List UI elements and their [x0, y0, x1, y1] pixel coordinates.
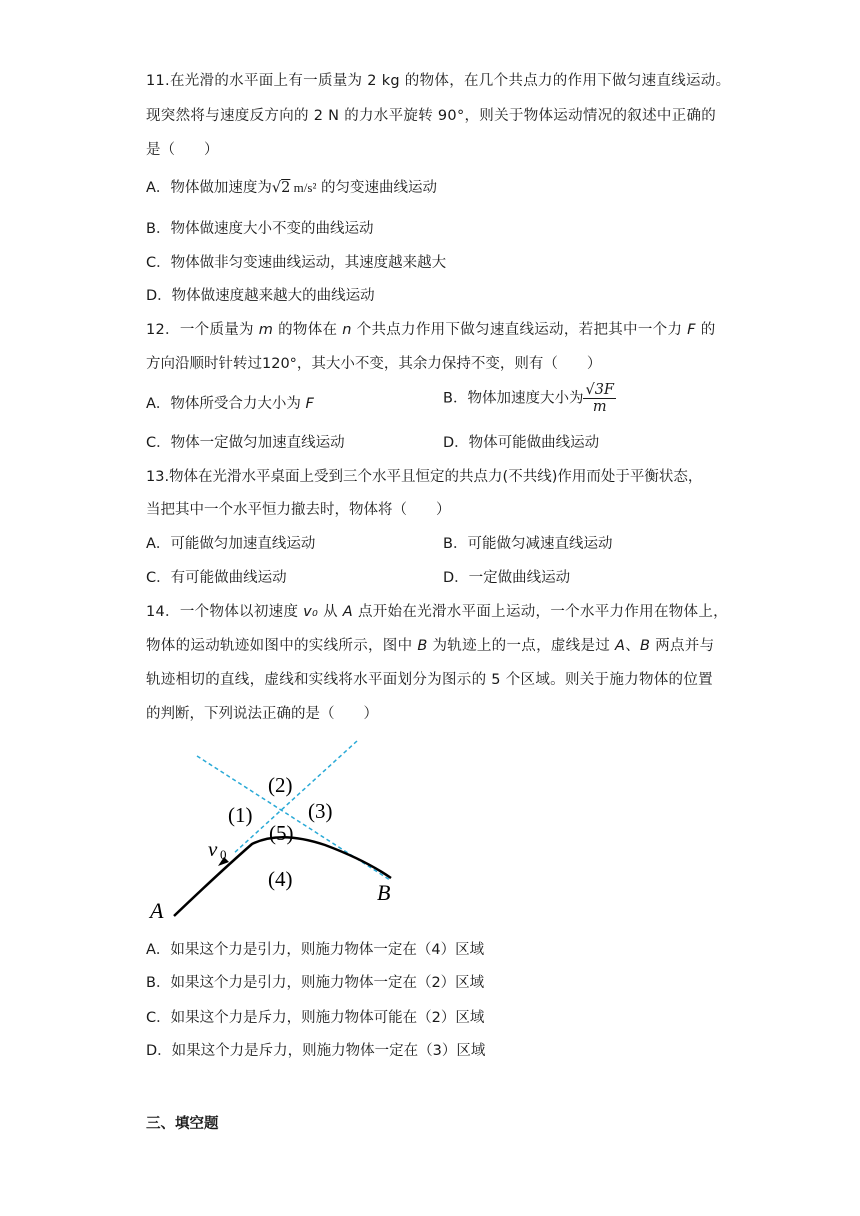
text: 物体的运动轨迹如图中的实线所示，图中: [146, 638, 418, 654]
q11-option-d: D．物体做速度越来越大的曲线运动: [146, 288, 375, 304]
fraction-denominator: m: [592, 399, 607, 415]
q11-option-b: B．物体做速度大小不变的曲线运动: [146, 221, 374, 237]
fraction-numerator: √3F: [585, 382, 614, 398]
var-f: F: [305, 396, 314, 412]
q14-option-d: D．如果这个力是斥力，则施力物体一定在（3）区域: [146, 1043, 486, 1059]
unit: m/s²: [290, 180, 317, 195]
q14-option-a: A．如果这个力是引力，则施力物体一定在（4）区域: [146, 942, 485, 958]
sqrt-radicand: 2: [281, 180, 291, 196]
fraction: [583, 382, 616, 415]
q13-option-b: B．可能做匀减速直线运动: [443, 536, 613, 552]
q12-line1: [146, 320, 716, 340]
text: A．物体所受合力大小为: [146, 396, 306, 412]
text: 个共点力作用下做匀速直线运动，若把其中一个力: [351, 322, 688, 338]
q13-option-a: A．可能做匀加速直线运动: [146, 536, 316, 552]
point-a-label: A: [150, 898, 164, 922]
var-v0: v₀: [303, 604, 319, 620]
q11-option-a-pre: A．物体做加速度为: [146, 180, 272, 196]
q13-option-d: D．一定做曲线运动: [443, 570, 571, 586]
var-m: m: [258, 322, 274, 338]
text: B．物体加速度大小为: [443, 390, 584, 407]
var-a: A: [614, 638, 626, 654]
q11-option-a-post: 的匀变速曲线运动: [316, 180, 437, 196]
var-b: B: [417, 638, 428, 654]
q11-option-c: C．物体做非匀变速曲线运动，其速度越来越大: [146, 255, 447, 271]
q12-option-b: [443, 382, 616, 415]
q12-line2: 方向沿顺时针转过120°，其大小不变，其余力保持不变，则有（ ）: [146, 356, 602, 372]
text: 为轨迹上的一点，虚线是过: [427, 638, 615, 654]
text: 的物体在: [273, 322, 343, 338]
text: 12．一个质量为: [146, 322, 259, 338]
text: 的: [695, 322, 716, 338]
q12-option-d: D．物体可能做曲线运动: [443, 435, 600, 451]
text: 点开始在光滑水平面上运动，一个水平力作用在物体上，: [353, 604, 728, 620]
var-n: n: [342, 322, 352, 338]
q13-line2: 当把其中一个水平恒力撤去时，物体将（ ）: [146, 502, 451, 518]
sqrt-expression: √2: [271, 180, 291, 196]
text: 、: [625, 638, 641, 654]
point-b-label: B: [377, 880, 391, 905]
q14-option-b: B．如果这个力是引力，则施力物体一定在（2）区域: [146, 975, 485, 991]
q11-line2: 现突然将与速度反方向的 2 N 的力水平旋转 90°，则关于物体运动情况的叙述中正确的: [146, 108, 717, 124]
q11-option-a: [146, 178, 437, 198]
q14-option-c: C．如果这个力是斥力，则施力物体可能在（2）区域: [146, 1010, 485, 1026]
q14-line2: [146, 636, 714, 656]
region-3-label: (3): [308, 799, 333, 823]
q11-line1: 11.在光滑的水平面上有一质量为 2 kg 的物体，在几个共点力的作用下做匀速直线运动。: [146, 73, 731, 89]
q13-option-c: C．有可能做曲线运动: [146, 570, 287, 586]
q14-line1: [146, 602, 728, 622]
var-b: B: [640, 638, 651, 654]
q14-line4: 的判断，下列说法正确的是（ ）: [146, 706, 378, 722]
text: 两点并与: [650, 638, 715, 654]
q12-option-c: C．物体一定做匀加速直线运动: [146, 435, 345, 451]
var-a: A: [342, 604, 354, 620]
q12-option-a: [146, 394, 314, 414]
q11-line3: 是（ ）: [146, 142, 219, 158]
region-5-label: (5): [269, 821, 294, 845]
q13-line1: 13.物体在光滑水平桌面上受到三个水平且恒定的共点力(不共线)作用而处于平衡状态，: [146, 469, 703, 485]
text: 从: [318, 604, 343, 620]
velocity-label: v: [208, 837, 218, 861]
section-heading: 三、填空题: [146, 1116, 219, 1132]
region-4-label: (4): [268, 867, 293, 891]
var-f: F: [687, 322, 696, 338]
region-2-label: (2): [268, 773, 293, 797]
text: 14．一个物体以初速度: [146, 604, 304, 620]
velocity-subscript: 0: [220, 847, 227, 862]
q14-line3: 轨迹相切的直线，虚线和实线将水平面划分为图示的 5 个区域。则关于施力物体的位置: [146, 672, 713, 688]
trajectory-figure: [140, 732, 410, 922]
region-1-label: (1): [228, 803, 253, 827]
